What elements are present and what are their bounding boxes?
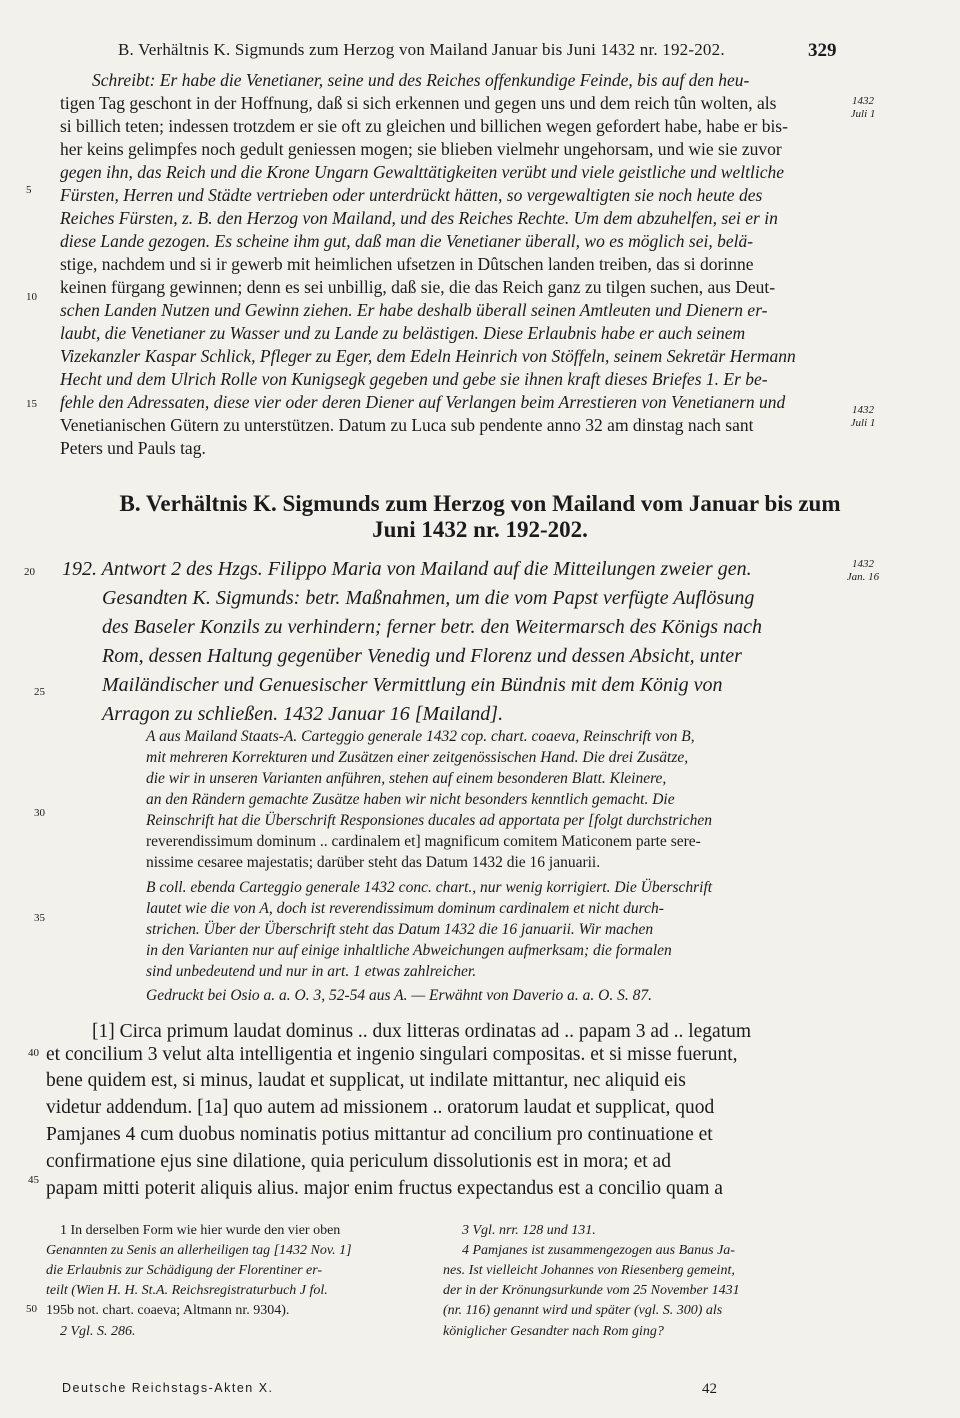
text-line: Hecht und dem Ulrich Rolle von Kunigsegk gegeben und gebe sie ihnen kraft dieses Briefes 1. Er be- bbox=[60, 369, 768, 389]
line-number: 50 bbox=[26, 1303, 37, 1315]
text-line: gegen ihn, das Reich und die Krone Ungarn Gewalttätigkeiten verübt und viele geistliche und weltliche bbox=[60, 162, 784, 182]
apparatus-line: sind unbedeutend und nur in art. 1 etwas zahlreicher. bbox=[146, 963, 477, 980]
margin-date bbox=[845, 404, 881, 430]
main-text-line: Pamjanes 4 cum duobus nominatis potius mittantur ad concilium pro continuatione et bbox=[46, 1124, 713, 1145]
text-line: stige, nachdem und si ir gewerb mit heimlichen ufsetzen in Dûtschen landen treiben, das si dorinne bbox=[60, 254, 754, 274]
line-number: 45 bbox=[28, 1174, 39, 1186]
text-line: Venetianischen Gütern zu unterstützen. Datum zu Luca sub pendente anno 32 am dinstag nach sant bbox=[60, 415, 754, 435]
running-header: B. Verhältnis K. Sigmunds zum Herzog von Mailand Januar bis Juni 1432 nr. 192-202. bbox=[118, 40, 725, 59]
text-line: Vizekanzler Kaspar Schlick, Pfleger zu Eger, dem Edeln Heinrich von Stöffeln, seinem Sekretär Hermann bbox=[60, 346, 796, 366]
doc-title-line: Mailändischer und Genuesischer Vermittlung ein Bündnis mit dem König von bbox=[102, 674, 723, 696]
apparatus-line: strichen. Über der Überschrift steht das Datum 1432 die 16 januarii. Wir machen bbox=[146, 921, 654, 938]
footnote-line: königlicher Gesandter nach Rom ging? bbox=[443, 1324, 664, 1339]
line-number: 35 bbox=[34, 912, 45, 924]
apparatus-line: lautet wie die von A, doch ist reverendissimum dominum cardinalem et nicht durch- bbox=[146, 900, 664, 917]
apparatus-line: B coll. ebenda Carteggio generale 1432 conc. chart., nur wenig korrigiert. Die Überschrift bbox=[146, 879, 713, 896]
footnote-line: 2 Vgl. S. 286. bbox=[60, 1324, 136, 1339]
series-footer: Deutsche Reichstags-Akten X. bbox=[62, 1381, 274, 1395]
margin-date-day: Jan. 16 bbox=[846, 571, 880, 583]
footnote-line: 195b not. chart. coaeva; Altmann nr. 9304). bbox=[46, 1303, 290, 1318]
footnote-line: (nr. 116) genannt wird und später (vgl. S. 300) als bbox=[443, 1303, 723, 1318]
line-number: 40 bbox=[28, 1047, 39, 1059]
main-text-line: confirmatione ejus sine dilatione, quia periculum dissolutionis est in mora; et ad bbox=[46, 1151, 671, 1172]
line-number: 20 bbox=[24, 566, 35, 578]
main-text-line: et concilium 3 velut alta intelligentia et ingenio singulari compositas. et si misse fuerunt, bbox=[46, 1044, 738, 1065]
apparatus-line: nissime cesaree majestatis; darüber steht das Datum 1432 die 16 januarii. bbox=[146, 854, 601, 871]
doc-title-line: des Baseler Konzils zu verhindern; ferner betr. den Weitermarsch des Königs nach bbox=[102, 616, 762, 638]
margin-date-day: Juli 1 bbox=[850, 108, 876, 120]
apparatus-line: an den Rändern gemachte Zusätze haben wir nicht besonders kenntlich gemacht. Die bbox=[146, 791, 675, 808]
margin-date-year: 1432 bbox=[852, 95, 874, 107]
page-number: 329 bbox=[808, 40, 837, 61]
text-line: her keins gelimpfes noch gedult geniessen mogen; sie blieben vielmehr ungehorsam, und wie sie zuvor bbox=[60, 139, 782, 159]
main-text-line: bene quidem est, si minus, laudat et supplicat, ut indilate mittantur, nec aliquid eis bbox=[46, 1070, 686, 1091]
doc-title-line: 192. Antwort 2 des Hzgs. Filippo Maria von Mailand auf die Mitteilungen zweier gen. bbox=[62, 558, 752, 580]
doc-title-line: Rom, dessen Haltung gegenüber Venedig und Florenz und dessen Absicht, unter bbox=[102, 645, 742, 667]
main-text-line: papam mitti poterit aliquis alius. major enim fructus expectandus est a concilio quam a bbox=[46, 1178, 723, 1199]
apparatus-line: in den Varianten nur auf einige inhaltliche Abweichungen aufmerksam; die formalen bbox=[146, 942, 672, 959]
margin-date bbox=[845, 95, 881, 121]
apparatus-line: Gedruckt bei Osio a. a. O. 3, 52-54 aus A. — Erwähnt von Daverio a. a. O. S. 87. bbox=[146, 987, 653, 1004]
footnote-line: 1 In derselben Form wie hier wurde den vier oben bbox=[60, 1223, 341, 1238]
text-line: Peters und Pauls tag. bbox=[60, 438, 206, 458]
sheet-number: 42 bbox=[702, 1381, 717, 1397]
footnote-line: teilt (Wien H. H. St.A. Reichsregistraturbuch J fol. bbox=[46, 1283, 328, 1298]
margin-date-day: Juli 1 bbox=[850, 417, 876, 429]
apparatus-line: die wir in unseren Varianten anführen, stehen auf einem besonderen Blatt. Kleinere, bbox=[146, 770, 667, 787]
main-text-line: [1] Circa primum laudat dominus .. dux litteras ordinatas ad .. papam 3 ad .. legatum bbox=[92, 1021, 752, 1042]
text-line: Reiches Fürsten, z. B. den Herzog von Mailand, und des Reiches Rechte. Um dem abzuhelfen, sei er in bbox=[60, 208, 778, 228]
text-line: Schreibt: Er habe die Venetianer, seine und des Reiches offenkundige Feinde, bis auf den heu- bbox=[92, 70, 750, 90]
doc-title-line: Gesandten K. Sigmunds: betr. Maßnahmen, um die vom Papst verfügte Auflösung bbox=[102, 587, 755, 609]
doc-title-line: Arragon zu schließen. 1432 Januar 16 [Mailand]. bbox=[102, 703, 504, 725]
footnote-line: die Erlaubnis zur Schädigung der Florentiner er- bbox=[46, 1263, 323, 1278]
text-line: fehle den Adressaten, diese vier oder deren Diener auf Verlangen beim Arrestieren von Venetianern und bbox=[60, 392, 786, 412]
text-line: Fürsten, Herren und Städte vertrieben oder unterdrückt hätten, so vergewaltigten sie noch heute des bbox=[60, 185, 763, 205]
section-heading-line: B. Verhältnis K. Sigmunds zum Herzog von Mailand vom Januar bis zum bbox=[119, 491, 841, 516]
footnote-line: Genannten zu Senis an allerheiligen tag [1432 Nov. 1] bbox=[46, 1243, 352, 1258]
text-line: si billich teten; indessen trotzdem er sie oft zu gleichen und billichen wegen gefordert habe, habe er bis- bbox=[60, 116, 788, 136]
margin-date-year: 1432 bbox=[852, 558, 874, 570]
text-line: keinen fürgang gewinnen; denn es sei unbillig, daß sie, die das Reich ganz zu tilgen suchen, aus Deut- bbox=[60, 277, 776, 297]
footnote-line: 3 Vgl. nrr. 128 und 131. bbox=[462, 1223, 596, 1238]
footnote-line: der in der Krönungsurkunde vom 25 November 1431 bbox=[443, 1283, 740, 1298]
main-text-line: videtur addendum. [1a] quo autem ad missionem .. oratorum laudat et supplicat, quod bbox=[46, 1097, 715, 1118]
line-number: 25 bbox=[34, 686, 45, 698]
footnote-line: nes. Ist vielleicht Johannes von Riesenberg gemeint, bbox=[443, 1263, 735, 1278]
apparatus-line: A aus Mailand Staats-A. Carteggio generale 1432 cop. chart. coaeva, Reinschrift von B, bbox=[146, 728, 695, 745]
line-number: 5 bbox=[26, 184, 32, 196]
line-number: 30 bbox=[34, 807, 45, 819]
text-line: tigen Tag geschont in der Hoffnung, daß si sich erkennen und gegen uns und dem reich tûn wolten, als bbox=[60, 93, 777, 113]
section-heading-line: Juni 1432 nr. 192-202. bbox=[372, 517, 588, 542]
margin-date-year: 1432 bbox=[852, 404, 874, 416]
text-line: schen Landen Nutzen und Gewinn ziehen. Er habe deshalb überall seinen Amtleuten und Dienern er- bbox=[60, 300, 768, 320]
apparatus-line: Reinschrift hat die Überschrift Responsiones ducales ad apportata per [folgt durchstrichen bbox=[146, 812, 712, 829]
apparatus-line: reverendissimum dominum .. cardinalem et] magnificum comitem Maticonem parte sere- bbox=[146, 833, 701, 850]
line-number: 15 bbox=[26, 398, 37, 410]
footnote-line: 4 Pamjanes ist zusammengezogen aus Banus Ja- bbox=[462, 1243, 735, 1258]
text-line: diese Lande gezogen. Es scheine ihm gut, daß man die Venetianer überall, wo es möglich sei, belä- bbox=[60, 231, 754, 251]
apparatus-line: mit mehreren Korrekturen und Zusätzen einer zeitgenössischen Hand. Die drei Zusätze, bbox=[146, 749, 689, 766]
margin-date bbox=[845, 558, 881, 584]
line-number: 10 bbox=[26, 291, 37, 303]
text-line: laubt, die Venetianer zu Wasser und zu Lande zu belästigen. Diese Erlaubnis habe er auch seinem bbox=[60, 323, 746, 343]
